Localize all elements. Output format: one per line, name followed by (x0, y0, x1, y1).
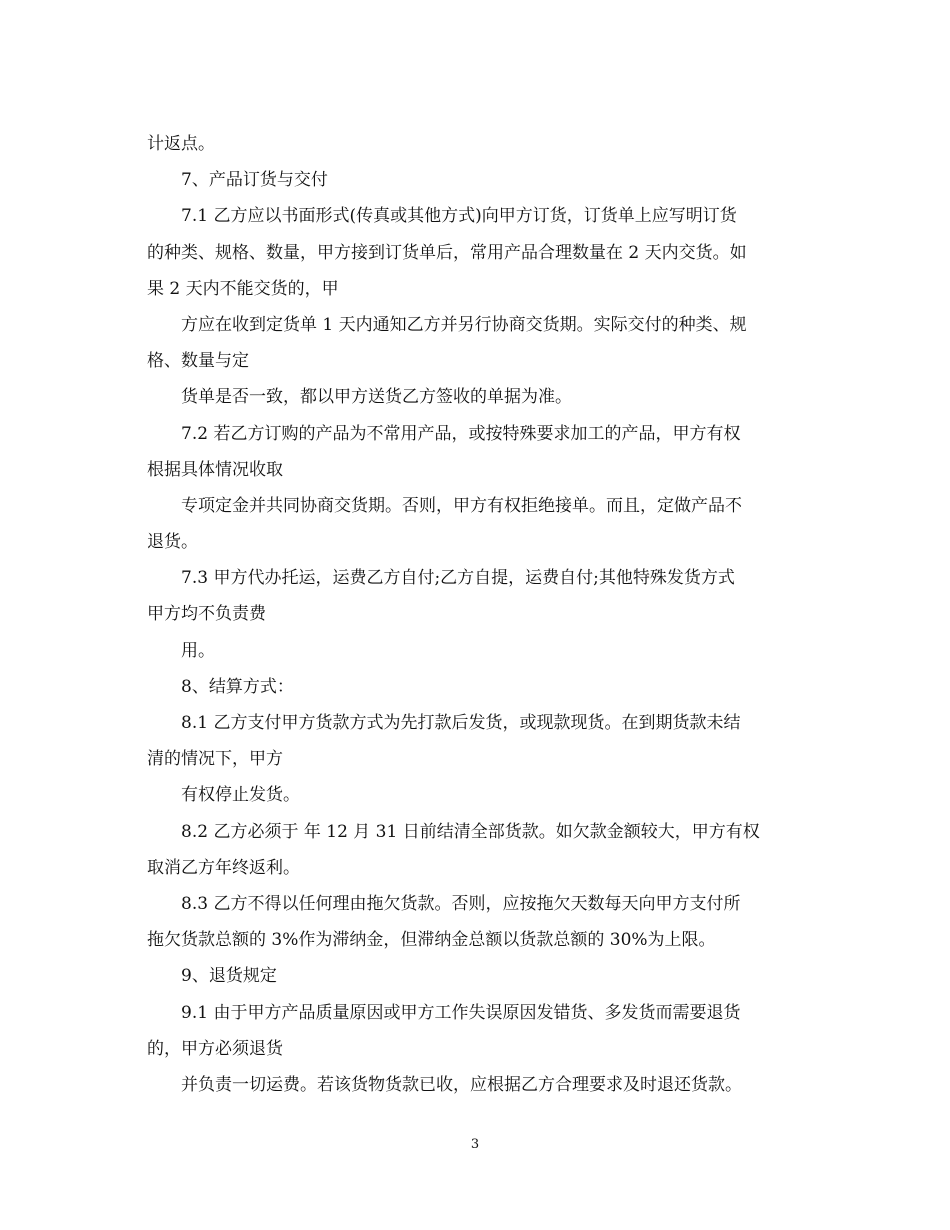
text-line: 果 2 天内不能交货的，甲 (147, 278, 339, 299)
section-heading-9: 9、退货规定 (181, 966, 277, 987)
page-number: 3 (470, 1137, 480, 1152)
text-line: 专项定金并共同协商交货期。否则，甲方有权拒绝接单。而且，定做产品不 (181, 495, 742, 516)
text-line: 7.2 若乙方订购的产品为不常用产品，或按特殊要求加工的产品，甲方有权 (181, 423, 741, 444)
text-line: 并负责一切运费。若该货物货款已收，应根据乙方合理要求及时退还货款。 (181, 1074, 742, 1095)
text-line: 的种类、规格、数量，甲方接到订货单后，常用产品合理数量在 2 天内交货。如 (147, 242, 747, 263)
text-line: 用。 (181, 640, 215, 661)
text-line: 方应在收到定货单 1 天内通知乙方并另行协商交货期。实际交付的种类、规 (181, 314, 747, 335)
document-body (147, 126, 807, 1103)
text-line: 的，甲方必须退货 (147, 1038, 283, 1059)
text-line: 货单是否一致，都以甲方送货乙方签收的单据为准。 (181, 387, 572, 408)
text-line: 清的情况下，甲方 (147, 749, 283, 770)
text-line: 8.1 乙方支付甲方货款方式为先打款后发货，或现款现货。在到期货款未结 (181, 713, 741, 733)
text-line: 有权停止发货。 (181, 785, 300, 806)
text-line: 格、数量与定 (147, 351, 249, 372)
text-line: 9.1 由于甲方产品质量原因或甲方工作失误原因发错货、多发货而需要退货 (181, 1002, 741, 1023)
text-line: 甲方均不负责费 (147, 604, 266, 625)
text-line: 取消乙方年终返利。 (147, 857, 300, 878)
text-line: 7.1 乙方应以书面形式(传真或其他方式)向甲方订货，订货单上应写明订货 (181, 206, 737, 227)
text-line: 根据具体情况收取 (147, 459, 283, 480)
text-line: 8.3 乙方不得以任何理由拖欠货款。否则，应按拖欠天数每天向甲方支付所 (181, 893, 741, 914)
text-line: 退货。 (147, 532, 198, 553)
text-line: 拖欠货款总额的 3%作为滞纳金，但滞纳金总额以货款总额的 30%为上限。 (147, 930, 716, 951)
text-line: 8.2 乙方必须于 年 12 月 31 日前结清全部货款。如欠款金额较大，甲方有权 (181, 821, 760, 842)
section-heading-8: 8、结算方式： (181, 676, 294, 697)
section-heading-7: 7、产品订货与交付 (181, 170, 328, 191)
text-line: 计返点。 (147, 134, 215, 154)
text-line: 7.3 甲方代办托运，运费乙方自付;乙方自提，运费自付;其他特殊发货方式 (181, 568, 735, 589)
